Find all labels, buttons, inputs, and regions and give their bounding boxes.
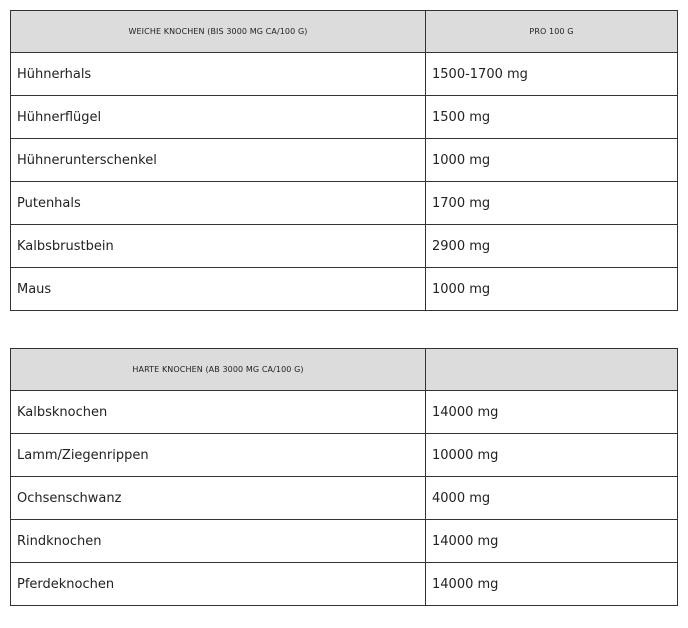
table-row [11,268,678,311]
table-row [11,182,678,225]
calcium-value-cell: 1500 mg [426,96,678,139]
calcium-value-cell: 1700 mg [426,182,678,225]
table-row [11,139,678,182]
table-row [11,563,678,606]
food-name-cell: Kalbsknochen [11,391,426,434]
hard-bones-table [10,348,678,606]
food-name-cell: Hühnerunterschenkel [11,139,426,182]
calcium-value-cell: 1500-1700 mg [426,53,678,96]
column-header-empty [426,349,678,391]
calcium-value-cell: 14000 mg [426,391,678,434]
food-name-cell: Putenhals [11,182,426,225]
calcium-value-cell: 1000 mg [426,139,678,182]
food-name-cell: Hühnerhals [11,53,426,96]
column-header-food: HARTE KNOCHEN (AB 3000 MG CA/100 G) [11,349,426,391]
food-name-cell: Lamm/Ziegenrippen [11,434,426,477]
table-row [11,477,678,520]
food-name-cell: Pferdeknochen [11,563,426,606]
table-header-row [11,349,678,391]
column-header-per-100g: PRO 100 G [426,11,678,53]
table-row [11,520,678,563]
column-header-food: WEICHE KNOCHEN (BIS 3000 MG CA/100 G) [11,11,426,53]
food-name-cell: Rindknochen [11,520,426,563]
table-row [11,391,678,434]
food-name-cell: Kalbsbrustbein [11,225,426,268]
table-row [11,96,678,139]
calcium-value-cell: 4000 mg [426,477,678,520]
calcium-value-cell: 14000 mg [426,563,678,606]
food-name-cell: Hühnerflügel [11,96,426,139]
table-row [11,53,678,96]
table-row [11,434,678,477]
calcium-value-cell: 10000 mg [426,434,678,477]
soft-bones-table [10,10,678,311]
food-name-cell: Maus [11,268,426,311]
table-row [11,225,678,268]
food-name-cell: Ochsenschwanz [11,477,426,520]
calcium-value-cell: 1000 mg [426,268,678,311]
calcium-value-cell: 2900 mg [426,225,678,268]
calcium-value-cell: 14000 mg [426,520,678,563]
table-header-row [11,11,678,53]
